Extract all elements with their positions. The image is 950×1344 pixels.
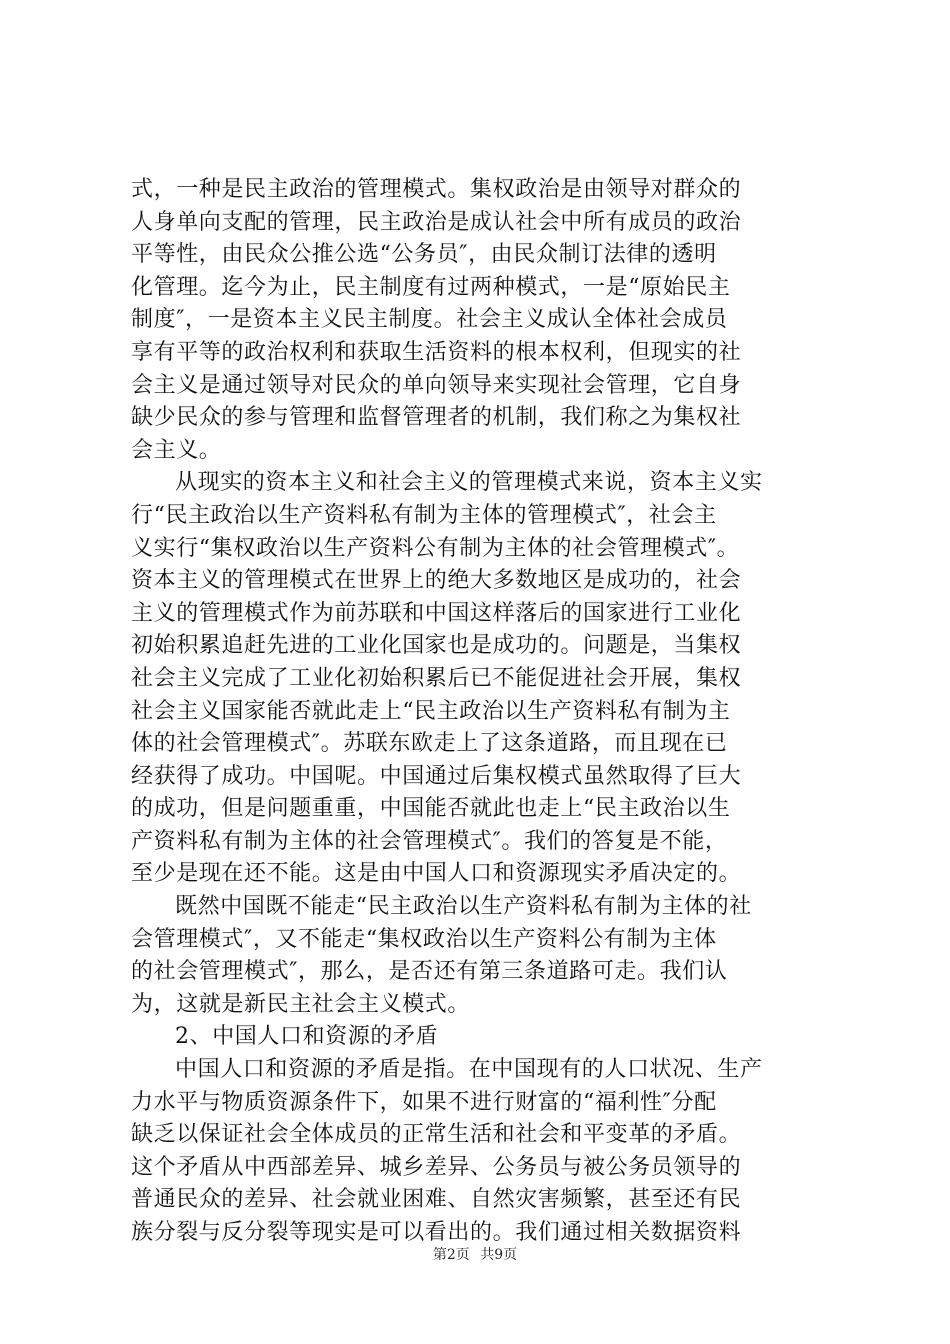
text-line: 资本主义的管理模式在世界上的绝大多数地区是成功的，社会 xyxy=(131,568,742,594)
text-line: 人身单向支配的管理，民主政治是成认社会中所有成员的政治 xyxy=(131,209,742,235)
text-line: 式，一种是民主政治的管理模式。集权政治是由领导对群众的 xyxy=(131,177,742,202)
text-line: 中国人口和资源的矛盾是指。在中国现有的人口状况、生产 xyxy=(175,1057,763,1083)
text-line: 缺少民众的参与管理和监督管理者的机制，我们称之为集权社 xyxy=(131,405,742,431)
text-line: 产资料私有制为主体的社会管理模式″。我们的答复是不能， xyxy=(131,828,728,854)
text-line: 的社会管理模式″，那么，是否还有第三条道路可走。我们认 xyxy=(131,959,728,985)
text-line: 2、中国人口和资源的矛盾 xyxy=(175,1024,439,1050)
text-line: 力水平与物质资源条件下，如果不进行财富的“福利性″分配 xyxy=(131,1089,717,1115)
text-line: 从现实的资本主义和社会主义的管理模式来说，资本主义实 xyxy=(175,470,763,496)
text-line: 缺乏以保证社会全体成员的正常生活和社会和平变革的矛盾。 xyxy=(131,1122,742,1148)
text-line: 族分裂与反分裂等现实是可以看出的。我们通过相关数据资料 xyxy=(131,1220,742,1245)
text-line: 会主义是通过领导对民众的单向领导来实现社会管理，它自身 xyxy=(131,372,742,398)
text-line: 社会主义国家能否就此走上“民主政治以生产资料私有制为主 xyxy=(131,698,731,724)
text-line: 既然中国既不能走“民主政治以生产资料私有制为主体的社 xyxy=(175,894,752,920)
text-line: 会管理模式″，又不能走“集权政治以生产资料公有制为主体 xyxy=(131,926,717,952)
text-line: 体的社会管理模式″。苏联东欧走上了这条道路，而且现在已 xyxy=(131,731,728,757)
text-line: 享有平等的政治权利和获取生活资料的根本权利，但现实的社 xyxy=(131,339,742,365)
text-line: 为，这就是新民主社会主义模式。 xyxy=(131,991,471,1017)
text-line: 社会主义完成了工业化初始积累后已不能促进社会开展，集权 xyxy=(131,665,742,691)
page-footer xyxy=(0,1245,950,1265)
text-line: 化管理。迄今为止，民主制度有过两种模式，一是“原始民主 xyxy=(131,274,731,300)
text-line: 制度″，一是资本主义民主制度。社会主义成认全体社会成员 xyxy=(131,307,728,333)
total-pages: 共9页 xyxy=(480,1247,518,1263)
text-line: 至少是现在还不能。这是由中国人口和资源现实矛盾决定的。 xyxy=(131,861,742,887)
text-line: 主义的管理模式作为前苏联和中国这样落后的国家进行工业化 xyxy=(131,600,742,626)
text-line: 这个矛盾从中西部差异、城乡差异、公务员与被公务员领导的 xyxy=(131,1154,742,1180)
text-line: 会主义。 xyxy=(131,437,222,463)
text-line: 行“民主政治以生产资料私有制为主体的管理模式″，社会主 xyxy=(131,502,717,528)
text-line: 义实行“集权政治以生产资料公有制为主体的社会管理模式″。 xyxy=(131,535,740,561)
text-line: 的成功，但是问题重重，中国能否就此也走上“民主政治以生 xyxy=(131,796,731,822)
text-line: 普通民众的差异、社会就业困难、自然灾害频繁，甚至还有民 xyxy=(131,1187,742,1213)
page-number: 第2页 xyxy=(432,1247,470,1263)
text-line: 初始积累追赶先进的工业化国家也是成功的。问题是，当集权 xyxy=(131,633,742,659)
body-text xyxy=(131,174,831,1250)
text-line: 经获得了成功。中国呢。中国通过后集权模式虽然取得了巨大 xyxy=(131,763,742,789)
text-line: 平等性，由民众公推公选“公务员″，由民众制订法律的透明 xyxy=(131,242,717,268)
